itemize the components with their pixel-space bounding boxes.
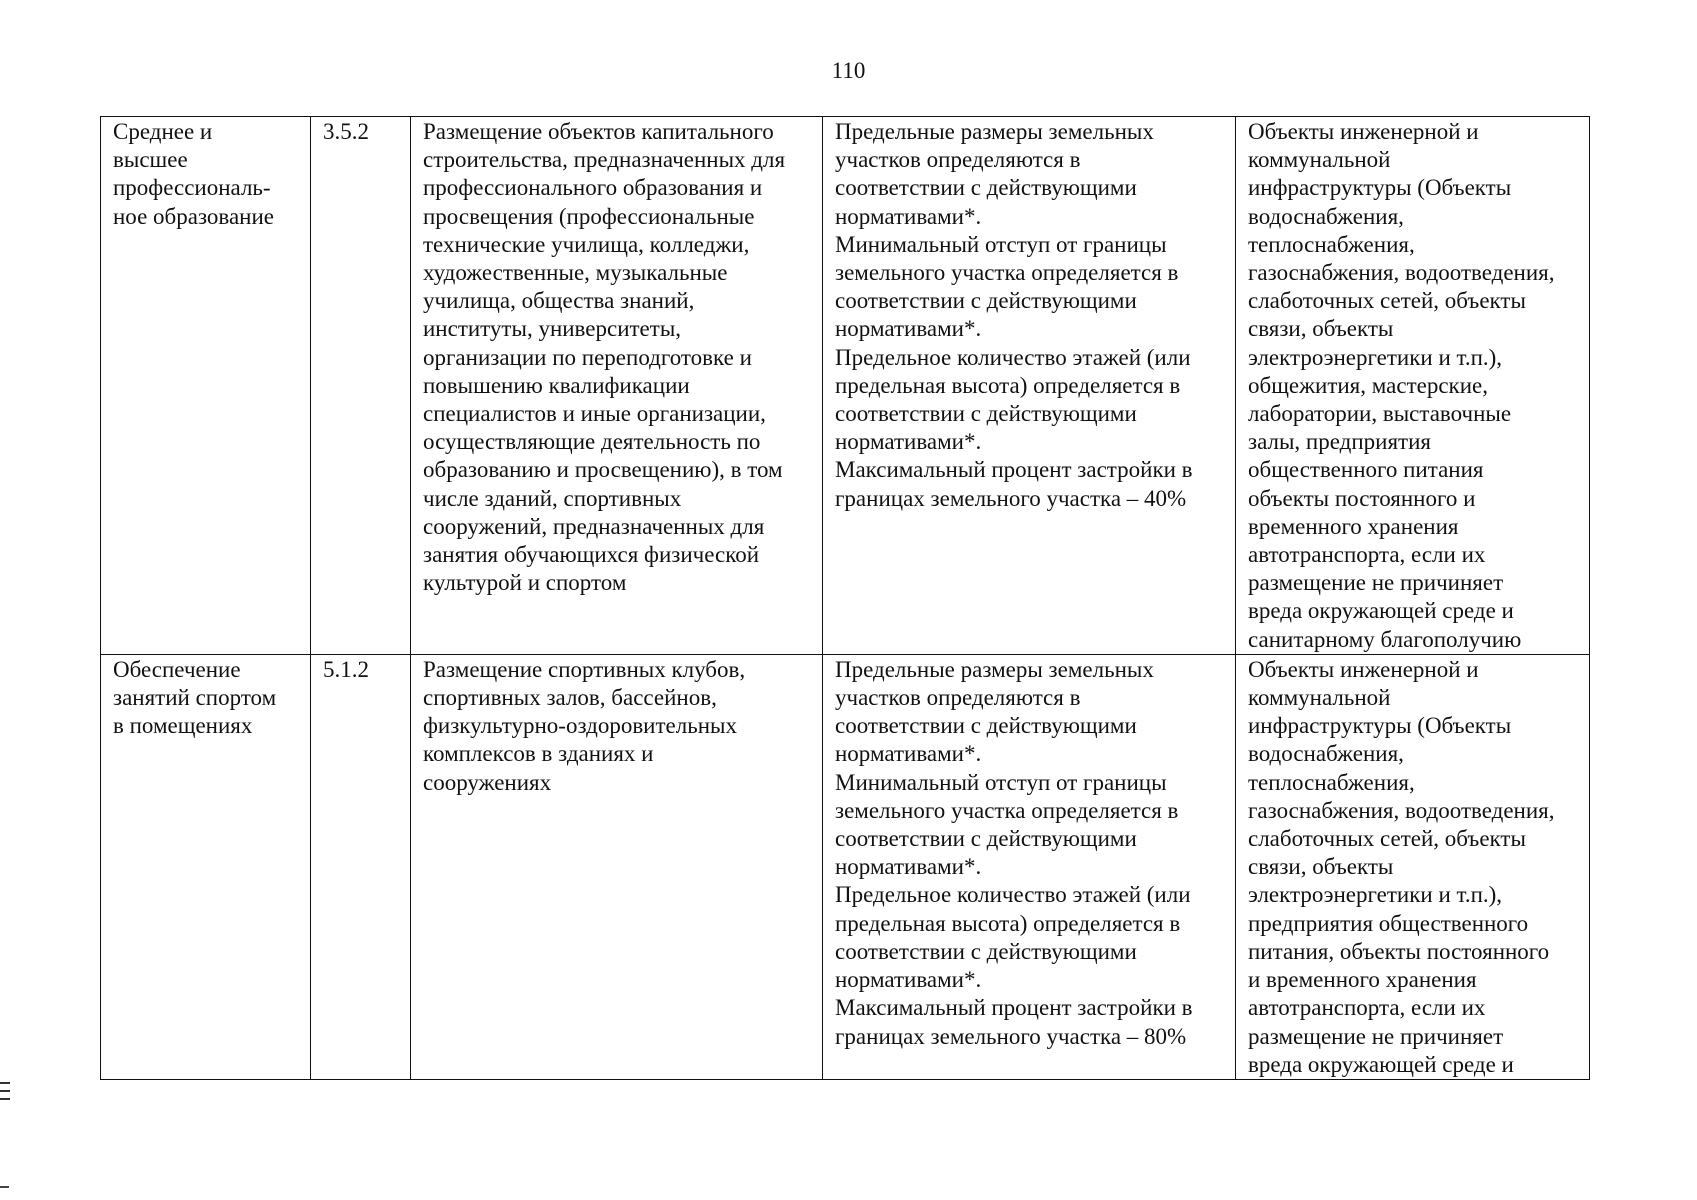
use-type-name-cell: Среднее и высшее профессиональ- ное образование <box>101 117 311 655</box>
auxiliary-uses-cell: Объекты инженерной и коммунальной инфраструктуры (Объекты водоснабжения, теплоснабжения, газоснабжения, водоотведения, слаботочных сетей, объекты связи, объекты электроэнергетики и т.п.), общежития, мастерские, лаборатории, выставочные залы, предприятия общественного питания объекты постоянного и временного хранения автотранспорта, если их размещение не причиняет вреда окружающей среде и санитарному благополучию <box>1236 117 1590 655</box>
page-number: 110 <box>831 58 866 83</box>
land-use-table <box>100 116 1590 1080</box>
use-type-name-cell: Обеспечение занятий спортом в помещениях <box>101 654 311 1079</box>
scan-mark <box>0 1082 10 1084</box>
scan-mark <box>0 1098 10 1100</box>
scan-mark <box>0 1090 10 1092</box>
table-row <box>101 117 1590 655</box>
use-type-description-cell: Размещение спортивных клубов, спортивных залов, бассейнов, физкультурно-оздоровительных комплексов в зданиях и сооружениях <box>411 654 823 1079</box>
scan-mark <box>0 1186 9 1188</box>
parameters-cell: Предельные размеры земельных участков определяются в соответствии с действующими нормативами*. Минимальный отступ от границы земельного участка определяется в соответствии с действующими нормативами*. Предельное количество этажей (или предельная высота) определяется в соответствии с действующими нормативами*. Максимальный процент застройки в границах земельного участка – 80% <box>823 654 1236 1079</box>
table-row <box>101 654 1590 1079</box>
use-type-code-cell: 5.1.2 <box>311 654 411 1079</box>
auxiliary-uses-cell: Объекты инженерной и коммунальной инфраструктуры (Объекты водоснабжения, теплоснабжения, газоснабжения, водоотведения, слаботочных сетей, объекты связи, объекты электроэнергетики и т.п.), предприятия общественного питания, объекты постоянного и временного хранения автотранспорта, если их размещение не причиняет вреда окружающей среде и <box>1236 654 1590 1079</box>
parameters-cell: Предельные размеры земельных участков определяются в соответствии с действующими нормативами*. Минимальный отступ от границы земельного участка определяется в соответствии с действующими нормативами*. Предельное количество этажей (или предельная высота) определяется в соответствии с действующими нормативами*. Максимальный процент застройки в границах земельного участка – 40% <box>823 117 1236 655</box>
scan-margin-marks <box>0 1082 14 1106</box>
use-type-code-cell: 3.5.2 <box>311 117 411 655</box>
use-type-description-cell: Размещение объектов капитального строительства, предназначенных для профессионального образования и просвещения (профессиональные технические училища, колледжи, художественные, музыкальные училища, общества знаний, институты, университеты, организации по переподготовке и повышению квалификации специалистов и иные организации, осуществляющие деятельность по образованию и просвещению), в том числе зданий, спортивных сооружений, предназначенных для занятия обучающихся физической культурой и спортом <box>411 117 823 655</box>
